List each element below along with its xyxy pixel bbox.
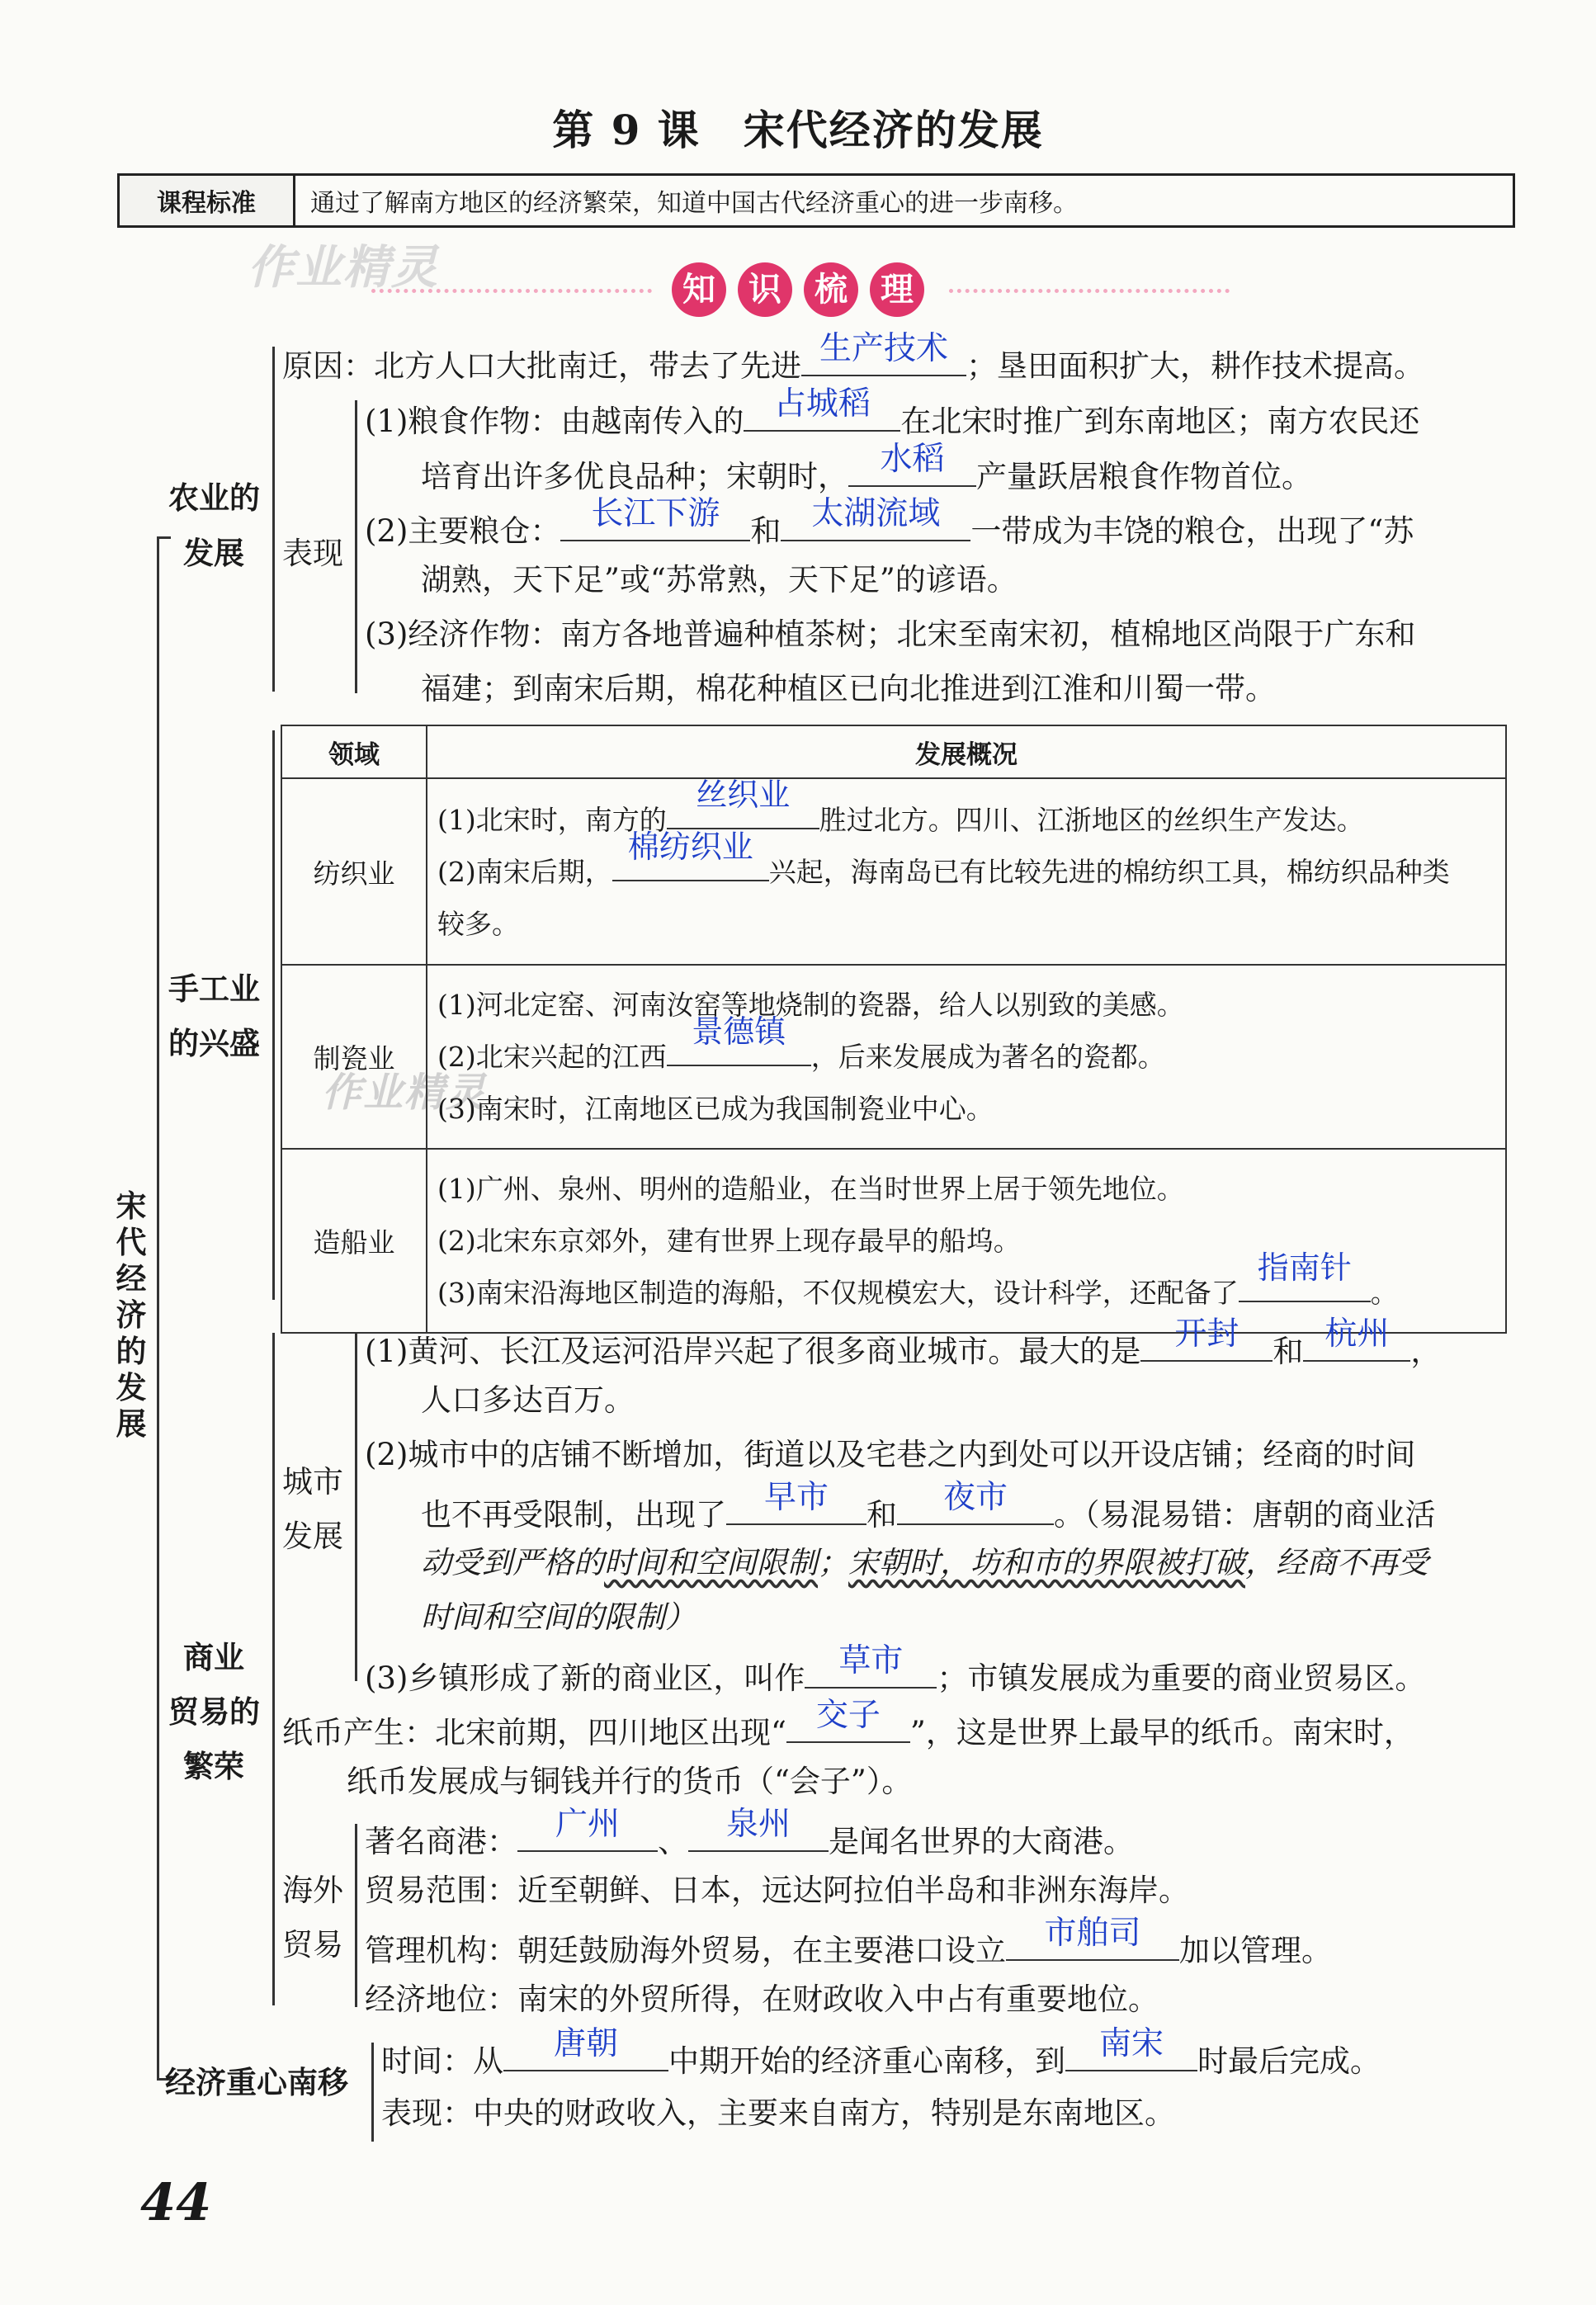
root-brace (157, 536, 159, 2080)
shift-time: 时间：从 唐朝 中期开始的经济重心南移，到 南宋 时最后完成。 (381, 2025, 1381, 2079)
section-header (0, 262, 1596, 317)
brace-cap (157, 536, 171, 539)
agri-p1: (1)粮食作物：由越南传入的 占城稻 在北宋时推广到东南地区；南方农民还 (365, 385, 1420, 439)
agri-perf-label: 表现 (282, 536, 343, 571)
answer-text: 指南针 (1257, 1249, 1352, 1286)
standard-text: 通过了解南方地区的经济繁荣，知道中国古代经济重心的进一步南移。 (310, 189, 1078, 218)
watermark: 作业精灵 (322, 1070, 488, 1116)
answer-text: 市舶司 (1044, 1915, 1141, 1952)
answer-text: 长江下游 (591, 495, 720, 532)
sea-status: 经济地位：南宋的外贸所得，在财政收入中占有重要地位。 (365, 1981, 1159, 2017)
agri-p1-cont: 培育出许多优良品种；宋朝时， 水稻 产量跃居粮食作物首位。 (421, 441, 1312, 494)
section-char: 识 (738, 262, 792, 317)
answer-text: 水稻 (880, 441, 945, 478)
root-label: 宋代经济的发展 (116, 1188, 147, 1442)
answer-text: 交子 (815, 1697, 881, 1734)
section-char: 理 (870, 262, 924, 317)
field-desc: (1)广州、泉州、明州的造船业，在当时世界上居于领先地位。 (2)北宋东京郊外，建有世界上现存最早的船坞。 (3)南宋沿海地区制造的海船，不仅规模宏大，设计科学，还配备了 指南针 。 (427, 1149, 1506, 1333)
shift-brace (371, 2043, 374, 2142)
craft-brace (272, 730, 275, 1300)
sea-label-2: 贸易 (282, 1927, 343, 1963)
sea-label: 海外 (282, 1873, 343, 1908)
city-brace (355, 1333, 357, 1681)
col-header: 领域 (281, 725, 427, 778)
city-c2: (2)城市中的店铺不断增加，街道以及宅巷之内到处可以开设店铺；经商的时间 (365, 1437, 1416, 1472)
agri-p3-cont: 福建；到南宋后期，棉花种植区已向北推进到江淮和川蜀一带。 (421, 671, 1276, 706)
commerce-label-2: 贸易的 (168, 1694, 260, 1730)
sea-ports: 著名商港： 广州 、 泉州 是闻名世界的大商港。 (365, 1806, 1134, 1859)
answer-text: 唐朝 (553, 2025, 618, 2062)
craft-table (281, 725, 1507, 1334)
answer-text: 草市 (838, 1642, 904, 1679)
page-number: 44 (140, 2172, 212, 2232)
agri-label-2: 发展 (183, 536, 244, 571)
answer-text: 景德镇 (692, 1013, 786, 1050)
watermark: 作业精灵 (248, 241, 439, 295)
answer-text: 泉州 (725, 1806, 791, 1843)
paper-money-cont: 纸币发展成与铜钱并行的货币（“会子”）。 (347, 1764, 913, 1799)
answer-text: 丝织业 (696, 776, 791, 813)
agri-p2-cont: 湖熟，天下足”或“苏常熟，天下足”的谚语。 (421, 562, 1018, 598)
agri-brace (272, 347, 275, 692)
field-name: 纺织业 (281, 778, 427, 965)
answer-text: 占城稻 (773, 385, 871, 423)
standard-label: 课程标准 (120, 176, 295, 225)
city-c1-cont: 人口多达百万。 (421, 1382, 635, 1418)
commerce-label-3: 繁荣 (183, 1749, 244, 1784)
city-label: 城市 (282, 1464, 343, 1500)
craft-label: 手工业 (168, 971, 260, 1007)
answer-text: 太湖流域 (811, 495, 941, 532)
section-char: 知 (672, 262, 726, 317)
city-c2-cont: 也不再受限制，出现了 早市 和 夜市 。（易混易错：唐朝的商业活 (421, 1479, 1436, 1533)
sea-brace (355, 1824, 357, 2007)
col-header: 发展概况 (427, 725, 1506, 778)
section-char: 梳 (804, 262, 858, 317)
city-c3: (3)乡镇形成了新的商业区，叫作 草市 ；市镇发展成为重要的商业贸易区。 (365, 1642, 1426, 1696)
perf-brace (355, 400, 357, 693)
sea-range: 贸易范围：近至朝鲜、日本，远达阿拉伯半岛和非洲东海岸。 (365, 1873, 1189, 1908)
agri-label: 农业的 (168, 480, 260, 516)
agri-p2: (2)主要粮仓： 长江下游 和 太湖流域 一带成为丰饶的粮仓，出现了“苏 (365, 495, 1414, 549)
answer-text: 南宋 (1098, 2025, 1164, 2062)
city-c1: (1)黄河、长江及运河沿岸兴起了很多商业城市。最大的是 开封 和 杭州 ， (365, 1315, 1442, 1369)
craft-label-2: 的兴盛 (168, 1026, 260, 1061)
commerce-brace (272, 1333, 275, 2005)
answer-text: 夜市 (942, 1479, 1008, 1516)
answer-text: 早市 (763, 1479, 829, 1516)
agri-cause: 原因：北方人口大批南迁，带去了先进 生产技术 ；垦田面积扩大，耕作技术提高。 (282, 330, 1424, 384)
field-desc: (1)北宋时，南方的 丝织业 胜过北方。四川、江浙地区的丝织生产发达。 (2)南宋后期， 棉纺织业 兴起，海南岛已有比较先进的棉纺织工具，棉纺织品种类 较多。 (427, 778, 1506, 965)
field-name: 制瓷业 (281, 965, 427, 1149)
commerce-label: 商业 (183, 1640, 244, 1675)
field-name: 造船业 (281, 1149, 427, 1333)
city-c2-note: 动受到严格的时间和空间限制；宋朝时，坊和市的界限被打破，经商不再受 (421, 1547, 1428, 1580)
answer-text: 杭州 (1324, 1315, 1390, 1353)
answer-text: 开封 (1174, 1315, 1239, 1353)
shift-label: 经济重心南移 (165, 2065, 348, 2100)
city-c2-note-end: 时间和空间的限制） (421, 1601, 696, 1635)
city-label-2: 发展 (282, 1519, 343, 1554)
answer-text: 生产技术 (819, 330, 948, 367)
sea-org: 管理机构：朝廷鼓励海外贸易，在主要港口设立 市舶司 加以管理。 (365, 1915, 1332, 1968)
page-title: 第 9 课 宋代经济的发展 (552, 106, 1044, 154)
answer-text: 广州 (555, 1806, 620, 1843)
agri-p3: (3)经济作物：南方各地普遍种植茶树；北宋至南宋初，植棉地区尚限于广东和 (365, 616, 1416, 652)
shift-perf: 表现：中央的财政收入，主要来自南方，特别是东南地区。 (381, 2095, 1175, 2131)
paper-money: 纸币产生：北宋前期，四川地区出现“ 交子 ”，这是世界上最早的纸币。南宋时， (282, 1697, 1414, 1750)
course-standard-box (117, 173, 1515, 228)
field-desc: (1)河北定窑、河南汝窑等地烧制的瓷器，给人以别致的美感。 (2)北宋兴起的江西 景德镇 ，后来发展成为著名的瓷都。 (3)南宋时，江南地区已成为我国制瓷业中心。 (427, 965, 1506, 1149)
answer-text: 棉纺织业 (627, 828, 753, 865)
